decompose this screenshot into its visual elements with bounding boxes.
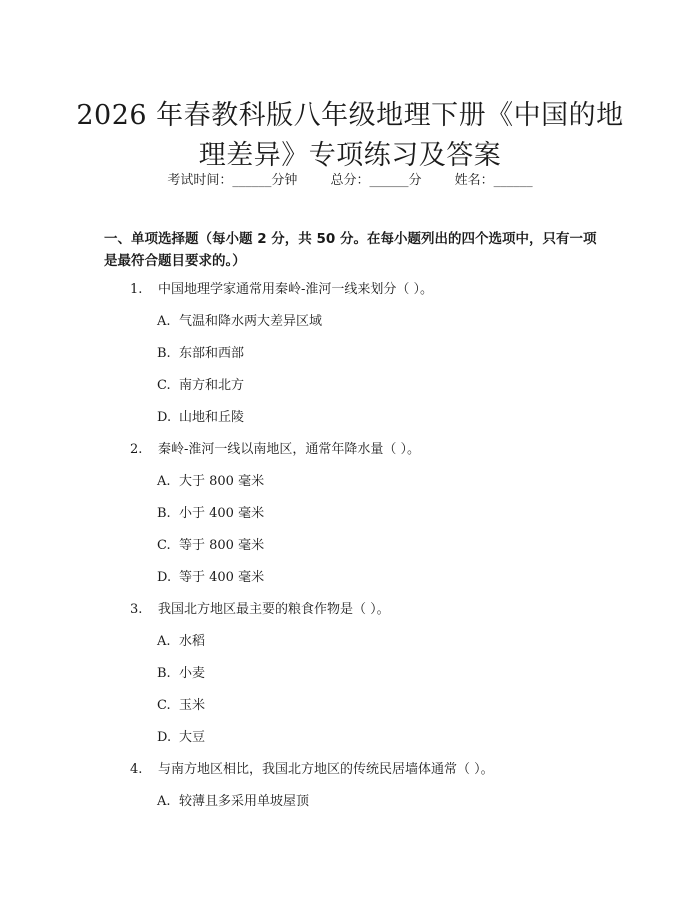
document-title	[60, 96, 640, 176]
option-2-d	[157, 569, 264, 587]
question-number: 1.	[130, 282, 143, 297]
option-2-b	[157, 505, 264, 523]
option-letter: C.	[157, 378, 171, 393]
option-letter: A.	[157, 634, 171, 649]
question-number: 2.	[130, 442, 143, 457]
option-letter: B.	[157, 346, 171, 361]
option-text: 水稻	[179, 634, 206, 649]
option-text: 小于 400 毫米	[179, 506, 265, 521]
option-letter: A.	[157, 794, 171, 809]
score-unit: 分	[408, 173, 422, 188]
question-number: 4.	[130, 762, 143, 777]
name-label: 姓名：	[454, 173, 494, 188]
exam-info	[0, 169, 700, 188]
option-text: 玉米	[179, 698, 206, 713]
option-text: 大豆	[179, 730, 206, 745]
option-letter: C.	[157, 538, 171, 553]
option-1-a	[157, 313, 322, 331]
question-2	[130, 441, 420, 459]
time-label: 考试时间：	[167, 173, 233, 188]
option-text: 大于 800 毫米	[179, 474, 265, 489]
score-blank: ______	[369, 173, 409, 188]
option-letter: D.	[157, 410, 172, 425]
option-2-c	[157, 537, 264, 555]
option-1-c	[157, 377, 244, 395]
question-text: 我国北方地区最主要的粮食作物是（ ）。	[158, 602, 390, 617]
question-4	[130, 761, 494, 779]
time-blank: ______	[232, 173, 272, 188]
time-unit: 分钟	[271, 173, 298, 188]
option-letter: D.	[157, 730, 172, 745]
option-text: 小麦	[179, 666, 206, 681]
question-1	[130, 281, 433, 299]
option-letter: C.	[157, 698, 171, 713]
question-number: 3.	[130, 602, 143, 617]
title-line-2: 理差异》专项练习及答案	[198, 140, 502, 172]
option-text: 东部和西部	[179, 346, 245, 361]
option-3-c	[157, 697, 205, 715]
option-letter: B.	[157, 506, 171, 521]
option-2-a	[157, 473, 264, 491]
option-letter: A.	[157, 474, 171, 489]
option-text: 较薄且多采用单坡屋顶	[179, 794, 310, 809]
question-text: 与南方地区相比，我国北方地区的传统民居墙体通常（ ）。	[158, 762, 494, 777]
title-line-1: 2026 年春教科版八年级地理下册《中国的地	[76, 100, 624, 132]
option-text: 等于 400 毫米	[179, 570, 265, 585]
option-3-d	[157, 729, 205, 747]
section-heading	[104, 228, 604, 272]
option-1-b	[157, 345, 244, 363]
option-3-b	[157, 665, 205, 683]
section-heading-line-1: 一、单项选择题（每小题 2 分，共 50 分。在每小题列出的四个选项中，只有一项	[104, 231, 597, 247]
name-blank: ______	[493, 173, 533, 188]
option-text: 山地和丘陵	[179, 410, 245, 425]
option-text: 气温和降水两大差异区域	[179, 314, 323, 329]
question-3	[130, 601, 390, 619]
section-heading-line-2: 是最符合题目要求的。）	[104, 253, 246, 269]
option-letter: D.	[157, 570, 172, 585]
question-text: 秦岭-淮河一线以南地区，通常年降水量（ ）。	[158, 442, 421, 457]
score-label: 总分：	[330, 173, 370, 188]
option-4-a	[157, 793, 309, 811]
question-text: 中国地理学家通常用秦岭-淮河一线来划分（ ）。	[158, 282, 434, 297]
option-letter: A.	[157, 314, 171, 329]
option-letter: B.	[157, 666, 171, 681]
option-3-a	[157, 633, 205, 651]
option-1-d	[157, 409, 244, 427]
option-text: 南方和北方	[179, 378, 245, 393]
option-text: 等于 800 毫米	[179, 538, 265, 553]
